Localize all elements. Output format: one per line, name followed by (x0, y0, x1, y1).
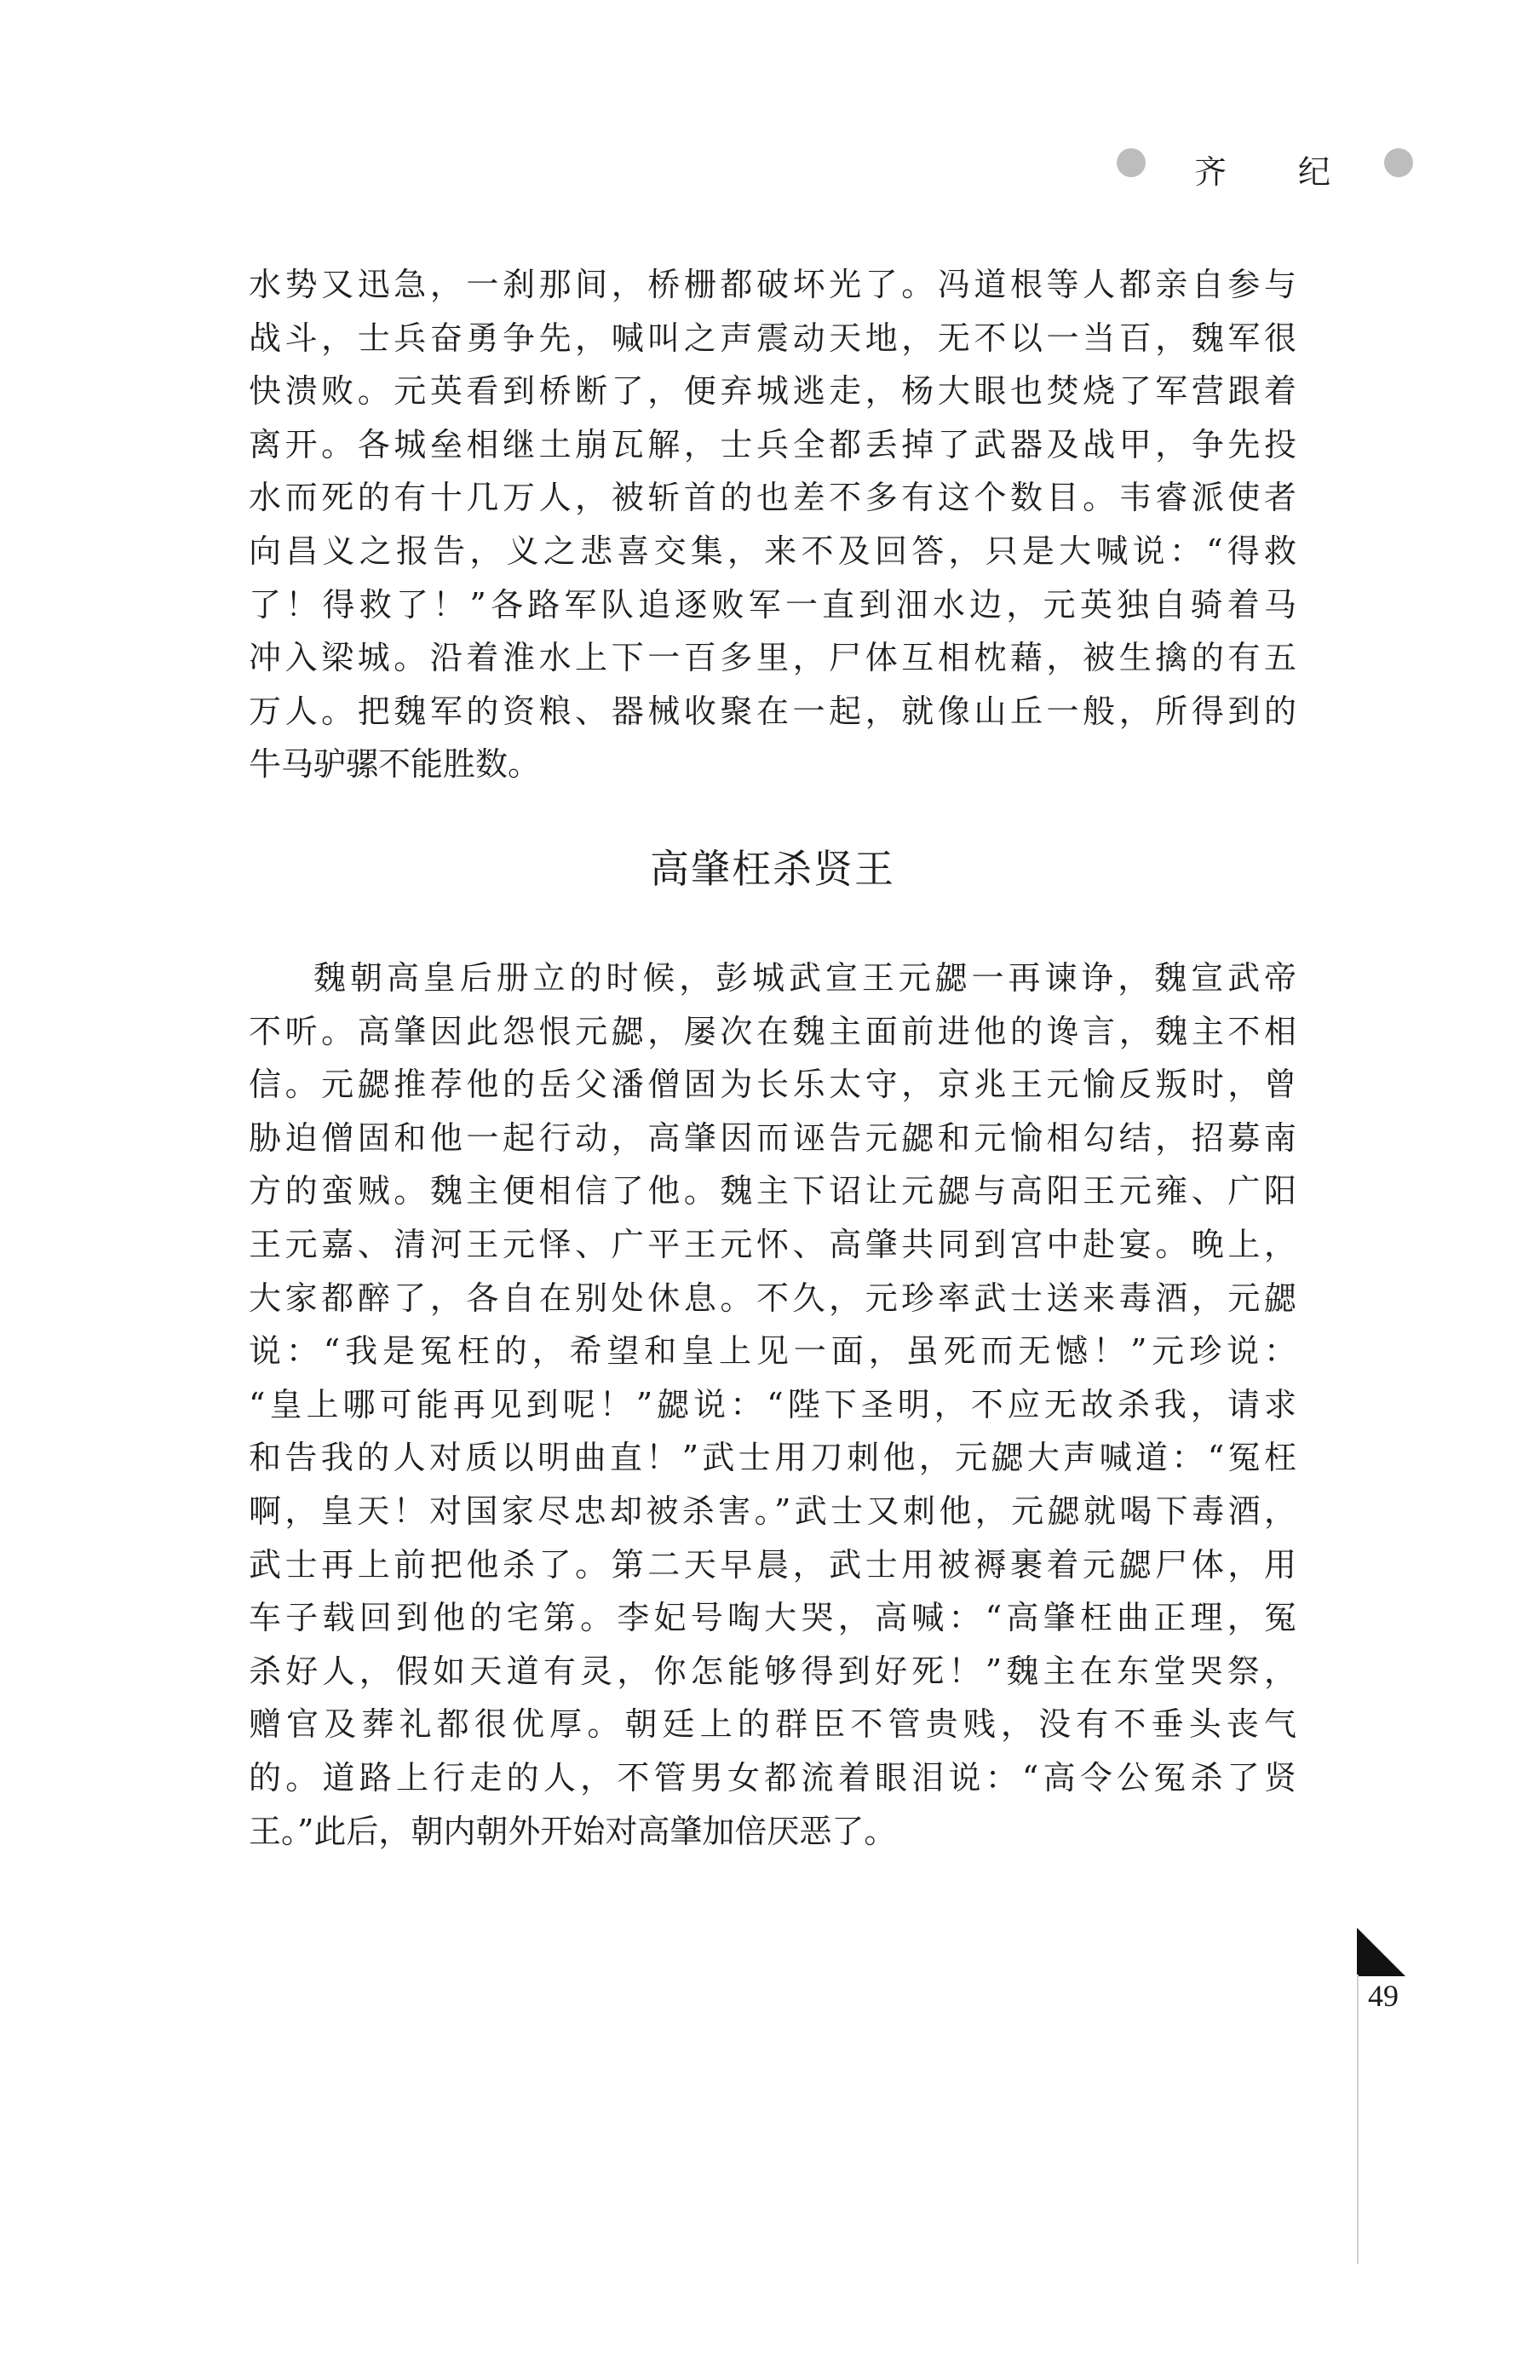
text-line: 万人。把魏军的资粮、器械收聚在一起，就像山丘一般，所得到的 (249, 692, 1296, 730)
text-line: “皇上哪可能再见到呢！”勰说：“陛下圣明，不应无故杀我，请求 (249, 1385, 1296, 1423)
text-line: 胁迫僧固和他一起行动，高肇因而诬告元勰和元愉相勾结，招募南 (249, 1118, 1296, 1157)
text-line: 信。元勰推荐他的岳父潘僧固为长乐太守，京兆王元愉反叛时，曾 (249, 1066, 1296, 1104)
text-line: 魏朝高皇后册立的时候，彭城武宣王元勰一再谏诤，魏宣武帝 (313, 959, 1296, 997)
text-line: 的。道路上行走的人，不管男女都流着眼泪说：“高令公冤杀了贤 (249, 1758, 1296, 1796)
text-line: 和告我的人对质以明曲直！”武士用刀刺他，元勰大声喊道：“冤枉 (249, 1439, 1296, 1477)
text-line: 冲入梁城。沿着淮水上下一百多里，尸体互相枕藉，被生擒的有五 (249, 639, 1296, 677)
text-line: 武士再上前把他杀了。第二天早晨，武士用被褥裹着元勰尸体，用 (249, 1545, 1296, 1584)
text-line: 赠官及葬礼都很优厚。朝廷上的群臣不管贵贱，没有不垂头丧气 (249, 1705, 1296, 1744)
section-title: 高肇枉杀贤王 (650, 846, 895, 892)
text-line: 方的蛮贼。魏主便相信了他。魏主下诏让元勰与高阳王元雍、广阳 (249, 1172, 1296, 1210)
page-corner-triangle-icon (1357, 1928, 1405, 1976)
text-line: 啊，皇天！对国家尽忠却被杀害。”武士又刺他，元勰就喝下毒酒， (249, 1492, 1296, 1530)
text-line: 水而死的有十几万人，被斩首的也差不多有这个数目。韦睿派使者 (249, 479, 1296, 517)
text-line: 说：“我是冤枉的，希望和皇上见一面，虽死而无憾！”元珍说： (249, 1332, 1296, 1371)
text-line: 不听。高肇因此怨恨元勰，屡次在魏主面前进他的谗言，魏主不相 (249, 1012, 1296, 1050)
text-line: 战斗，士兵奋勇争先，喊叫之声震动天地，无不以一当百，魏军很 (249, 319, 1296, 357)
text-line: 大家都醉了，各自在别处休息。不久，元珍率武士送来毒酒，元勰 (249, 1279, 1296, 1317)
text-line: 车子载回到他的宅第。李妃号啕大哭，高喊：“高肇枉曲正理，冤 (249, 1599, 1296, 1637)
text-line: 王元嘉、清河王元怿、广平王元怀、高肇共同到宫中赴宴。晚上， (249, 1225, 1296, 1263)
text-line: 杀好人，假如天道有灵，你怎能够得到好死！”魏主在东堂哭祭， (249, 1652, 1296, 1690)
text-line: 了！得救了！”各路军队追逐败军一直到沺水边，元英独自骑着马 (249, 585, 1296, 624)
header-dot-right-icon (1384, 148, 1413, 177)
header-dot-left-icon (1117, 148, 1146, 177)
header-running-title-char1: 齐 (1194, 153, 1227, 191)
text-line: 离开。各城垒相继土崩瓦解，士兵全都丢掉了武器及战甲，争先投 (249, 425, 1296, 463)
text-line: 向昌义之报告，义之悲喜交集，来不及回答，只是大喊说：“得救 (249, 532, 1296, 570)
paragraph-continued (249, 258, 1296, 791)
text-line: 水势又迅急，一刹那间，桥栅都破坏光了。冯道根等人都亲自参与 (249, 266, 1296, 303)
text-line: 王。”此后，朝内朝外开始对高肇加倍厌恶了。 (249, 1812, 897, 1850)
text-line: 快溃败。元英看到桥断了，便弃城逃走，杨大眼也焚烧了军营跟着 (249, 372, 1296, 411)
margin-rule (1357, 1975, 1359, 2264)
text-line: 牛马驴骡不能胜数。 (249, 745, 541, 784)
paragraph-main (249, 951, 1296, 1858)
page-number: 49 (1368, 1979, 1399, 2013)
header-running-title-char2: 纪 (1298, 153, 1331, 191)
